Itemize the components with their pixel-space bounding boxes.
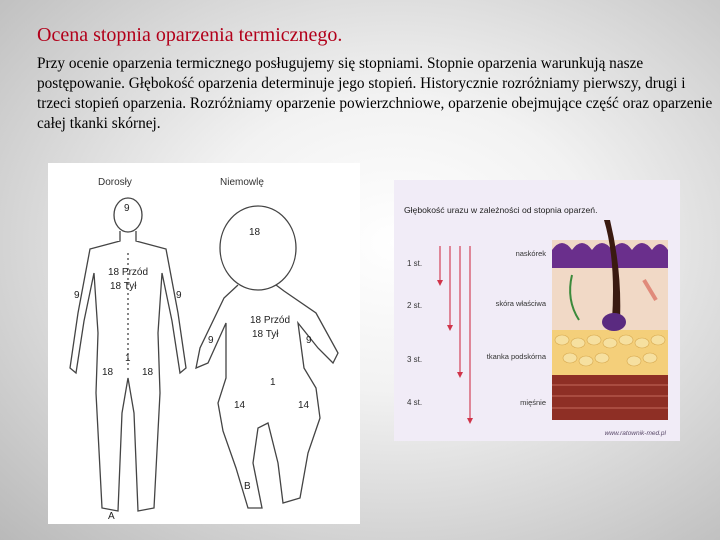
layer-label: tkanka podskórna (486, 352, 546, 361)
infant-arm-right-value: 9 (306, 335, 312, 346)
adult-trunk-front-value: 18 Przód (108, 267, 149, 278)
burn-depth-figure (394, 180, 680, 441)
infant-leg-right-value: 14 (298, 400, 310, 411)
adult-caption: A (108, 511, 115, 522)
infant-silhouette (196, 206, 338, 508)
infant-caption: B (244, 481, 251, 492)
adult-label: Dorosły (98, 177, 132, 188)
degree-label: 1 st. (407, 259, 423, 268)
infant-leg-left-value: 14 (234, 400, 246, 411)
depth-title: Głębokość urazu w zależności od stopnia oparzeń. (404, 205, 598, 215)
infant-label: Niemowlę (220, 177, 264, 188)
skin-cross-section (552, 220, 668, 420)
adult-head-value: 9 (124, 203, 130, 214)
depth-arrows (437, 246, 473, 424)
layer-label: naskórek (515, 249, 546, 258)
degree-label: 4 st. (407, 398, 423, 407)
adult-arm-right-value: 9 (176, 290, 182, 301)
layer-label: skóra właściwa (495, 299, 546, 308)
rule-of-nines-drawing (48, 163, 360, 524)
adult-leg-left-value: 18 (102, 367, 114, 378)
infant-trunk-front-value: 18 Przód (250, 315, 291, 326)
adult-leg-right-value: 18 (142, 367, 154, 378)
degree-label: 3 st. (407, 355, 423, 364)
infant-genital-value: 1 (270, 377, 276, 388)
layer-label: mięśnie (520, 398, 546, 407)
adult-genital-value: 1 (125, 353, 131, 364)
adult-arm-left-value: 9 (74, 290, 80, 301)
adult-trunk-back-value: 18 Tył (110, 281, 137, 292)
slide-paragraph: Przy ocenie oparzenia termicznego posługujemy się stopniami. Stopnie oparzenia warunkują nasze postępowanie. Głębokość oparzenia determinuje jego stopień. Historycznie rozróżniamy pierwszy, drugi i trzeci stopień oparzenia. Rozróżniamy oparzenie powierzchniowe, oparzenie obejmujące część oraz oparzenie całej tkanki skórnej. (37, 55, 713, 132)
infant-head-value: 18 (249, 227, 261, 238)
degree-label: 2 st. (407, 301, 423, 310)
rule-of-nines-figure (48, 163, 360, 524)
burn-depth-drawing (394, 180, 680, 441)
infant-arm-left-value: 9 (208, 335, 214, 346)
infant-trunk-back-value: 18 Tył (252, 329, 279, 340)
slide-title: Ocena stopnia oparzenia termicznego. (37, 24, 343, 46)
watermark: www.ratownik-med.pl (604, 430, 666, 437)
